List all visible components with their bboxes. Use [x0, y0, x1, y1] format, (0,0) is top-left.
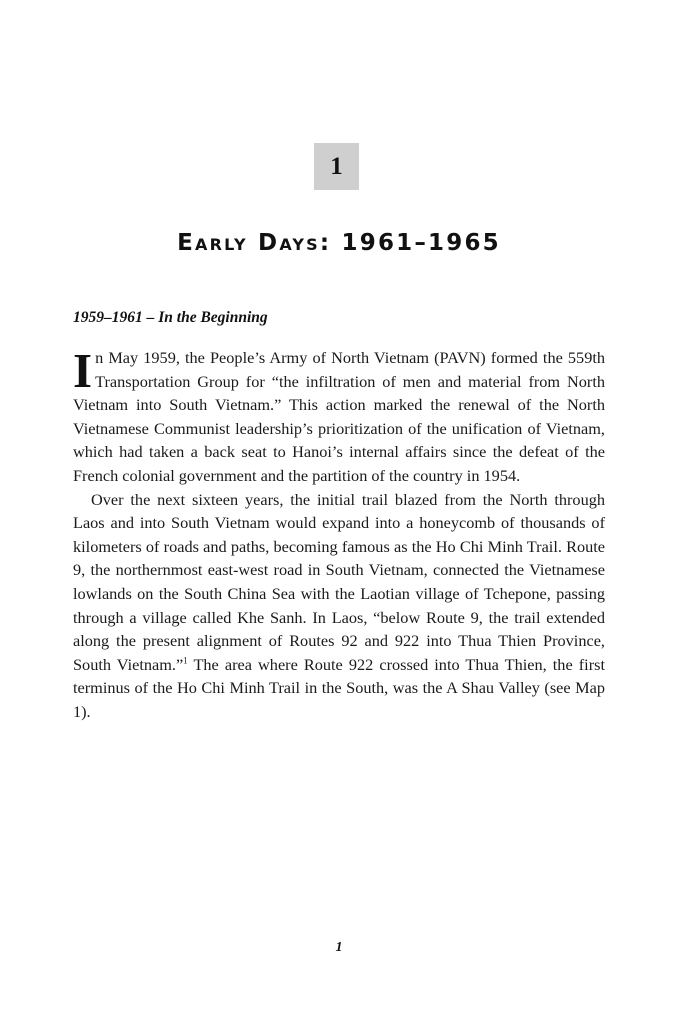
footnote-marker: 1 [183, 655, 188, 666]
chapter-number-box [314, 143, 359, 190]
chapter-title-years: 1961–1965 [341, 230, 501, 256]
page-number: 1 [335, 940, 343, 955]
paragraph-1 [73, 343, 605, 488]
body-text [73, 343, 605, 724]
chapter-title [0, 230, 678, 256]
paragraph-2 [73, 488, 605, 724]
drop-cap: I [73, 343, 93, 398]
paragraph-2-text: Over the next sixteen years, the initial trail blazed from the North through Laos and into South Vietnam would expand into a honeycomb of thousands of kilometers of roads and paths, becoming famous as the Ho Chi Minh Trail. Route 9, the northernmost east-west road in South Vietnam, connected the Vietnamese lowlands on the South China Sea with the Laotian village of Tchepone, passing through a village called Khe Sanh. In Laos, “below Route 9, the trail extended along the present alignment of Routes 92 and 922 into Thua Thien Province, South Vietnam.” [73, 489, 605, 674]
chapter-title-label: Early Days: [177, 230, 332, 256]
section-heading: 1959–1961 – In the Beginning [73, 309, 268, 326]
paragraph-1-text: n May 1959, the People’s Army of North Vietnam (PAVN) formed the 559th Transportation Group for “the infiltration of men and material from North Vietnam into South Vietnam.” This action marked the renewal of the North Vietnamese Communist leadership’s prioritization of the unification of Vietnam, which had taken a back seat to Hanoi’s internal affairs since the defeat of the French colonial government and the partition of the country in 1954. [73, 348, 605, 485]
chapter-number: 1 [330, 152, 343, 180]
paragraph-2-text-cont: The area where Route 922 crossed into Thua Thien, the first terminus of the Ho Chi Minh Trail in the South, was the A Shau Valley (see Map 1). [73, 654, 605, 721]
